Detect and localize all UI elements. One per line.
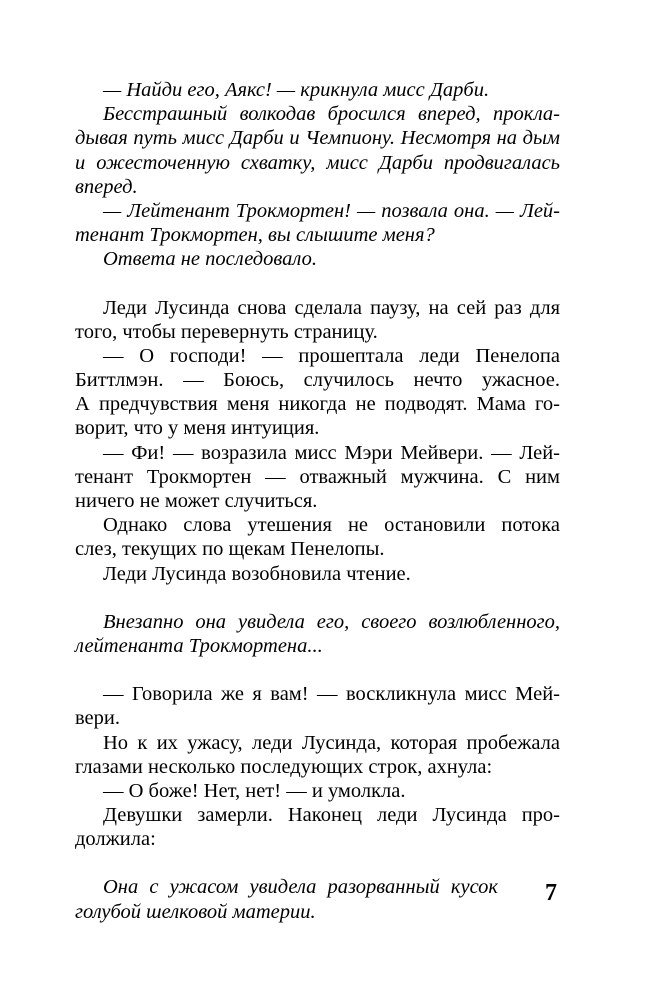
italic-excerpt — [75, 875, 560, 923]
text-line: глазами несколько последующих строк, ахнула: — [75, 755, 493, 778]
text-line: — Лейтенант Трокмортен! — позвала она. — Лей- — [103, 199, 560, 222]
text-line: Леди Лусинда возобновила чтение. — [103, 562, 411, 585]
page-number: 7 — [545, 880, 557, 906]
text-line: голубой шелковой материи. — [75, 900, 316, 923]
text-line: вперед. — [75, 175, 138, 198]
body-paragraphs — [75, 296, 560, 586]
text-line: Внезапно она увидела его, своего возлюбленного, — [103, 610, 560, 633]
text-line: Девушки замерли. Наконец леди Лусинда про- — [103, 804, 560, 827]
text-line: Леди Лусинда снова сделала паузу, на сей раз для — [103, 296, 560, 319]
text-line: того, чтобы перевернуть страницу. — [75, 320, 378, 343]
text-line: лейтенанта Трокмортена... — [75, 634, 323, 657]
text-line: слез, текущих по щекам Пенелопы. — [75, 538, 385, 561]
italic-excerpt — [75, 78, 560, 272]
section-gap — [75, 658, 560, 682]
text-line: Но к их ужасу, леди Лусинда, которая пробежала — [103, 731, 560, 754]
text-line: дывая путь мисс Дарби и Чемпиону. Несмотря на дым — [75, 127, 560, 150]
section-gap — [75, 272, 560, 296]
text-line: — Найди его, Аякс! — крикнула мисс Дарби. — [103, 79, 490, 101]
text-line: Она с ужасом увидела разорванный кусок — [103, 876, 498, 899]
text-line: вери. — [75, 707, 121, 730]
text-line: Бесстрашный волкодав бросился вперед, прокла- — [103, 103, 560, 126]
text-line: тенант Трокмортен — отважный мужчина. С ним — [75, 465, 560, 488]
page-body — [75, 78, 560, 924]
text-line: ворит, что у меня интуиция. — [75, 417, 320, 440]
section-gap — [75, 851, 560, 875]
body-paragraphs — [75, 682, 560, 851]
text-line: Однако слова утешения не остановили потока — [103, 514, 560, 537]
italic-excerpt — [75, 610, 560, 658]
text-line: — Говорила же я вам! — воскликнула мисс Мей- — [103, 683, 560, 706]
text-line: Ответа не последовало. — [103, 248, 317, 271]
text-line: — О господи! — прошептала леди Пенелопа — [103, 344, 560, 367]
text-line: ничего не может случиться. — [75, 490, 318, 512]
text-line: — Фи! — возразила мисс Мэри Мейвери. — Лей- — [103, 441, 560, 464]
text-line: и ожесточенную схватку, мисс Дарби продвигалась — [75, 151, 560, 174]
text-line: — О боже! Нет, нет! — и умолкла. — [103, 779, 406, 802]
section-gap — [75, 586, 560, 610]
text-line: Биттлмэн. — Боюсь, случилось нечто ужасное. — [75, 369, 560, 392]
text-line: тенант Трокмортен, вы слышите меня? — [75, 224, 435, 247]
text-line: должила: — [75, 828, 156, 851]
text-line: А предчувствия меня никогда не подводят. Мама го- — [75, 393, 560, 416]
